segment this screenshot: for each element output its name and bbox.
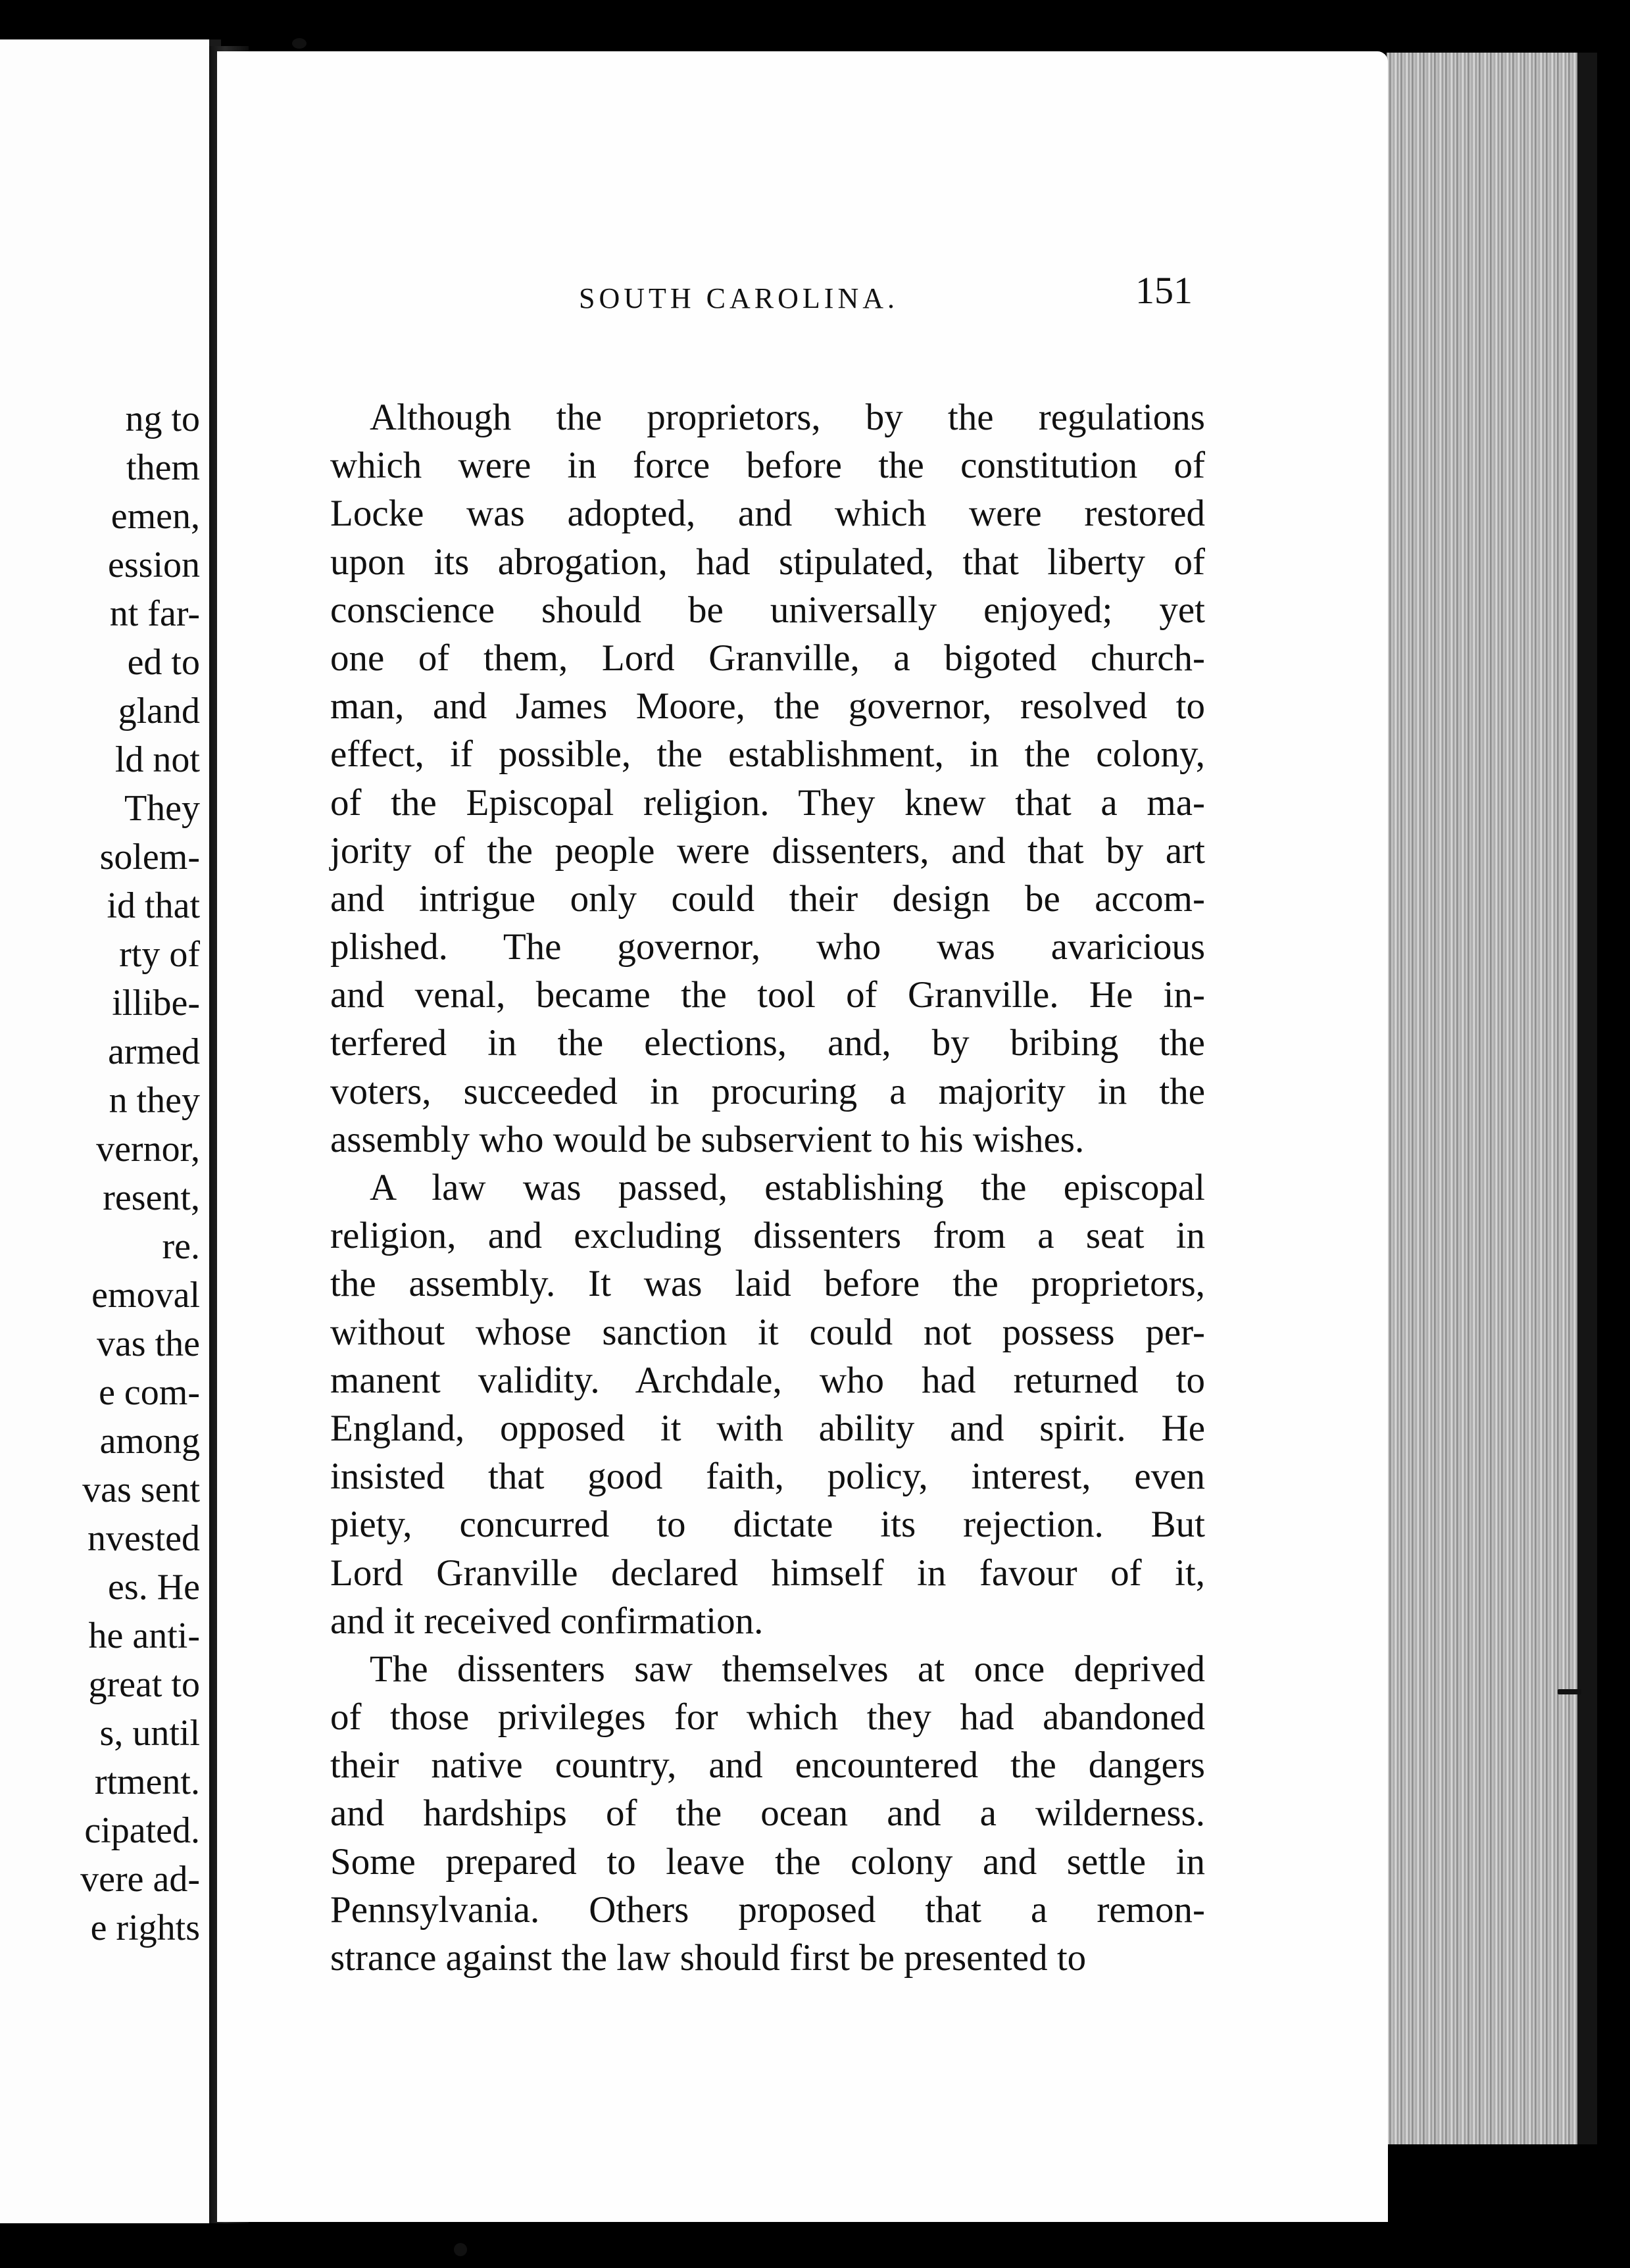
text-line: and hardships of the ocean and a wilderness. [330, 1792, 1205, 1835]
left-page-line: e rights [90, 1908, 200, 1948]
left-page-line: resent, [103, 1177, 200, 1218]
text-line: Pennsylvania. Others proposed that a remon- [330, 1888, 1205, 1931]
body-text [330, 393, 1205, 1982]
left-page-line: gland [118, 691, 200, 731]
text-line: Locke was adopted, and which were restored [330, 493, 1205, 535]
left-page-line: nvested [87, 1518, 200, 1559]
text-line: and it received confirmation. [330, 1600, 764, 1642]
left-page-line: ng to [125, 399, 200, 439]
left-page-line: nt far- [109, 593, 200, 634]
scan-speck [1558, 1689, 1581, 1694]
left-page-line: vas the [96, 1323, 200, 1364]
text-line: insisted that good faith, policy, interest, even [330, 1456, 1205, 1498]
left-page-line: he anti- [88, 1615, 200, 1656]
text-line: man, and James Moore, the governor, resolved to [330, 685, 1205, 727]
text-line: England, opposed it with ability and spirit. He [330, 1407, 1205, 1449]
left-page-line: e com- [99, 1372, 200, 1413]
left-page-line: great to [88, 1664, 200, 1705]
left-page-line: among [99, 1421, 200, 1462]
paragraph [330, 1645, 1205, 1982]
text-line: of the Episcopal religion. They knew that a ma- [330, 781, 1205, 824]
left-page-line: rtment. [94, 1762, 200, 1802]
left-page-line: vas sent [82, 1469, 200, 1510]
left-page-line: emoval [91, 1275, 200, 1316]
left-page-line: ed to [127, 642, 200, 683]
text-line: Some prepared to leave the colony and settle in [330, 1840, 1205, 1883]
left-page-line: They [124, 788, 200, 829]
left-page-line: vere ad- [80, 1859, 200, 1900]
scan-speck [292, 38, 307, 49]
left-page-line: vernor, [96, 1129, 200, 1170]
paragraph [330, 1164, 1205, 1645]
main-page [217, 51, 1388, 2222]
text-line: effect, if possible, the establishment, in the colony, [330, 733, 1205, 776]
paragraph [330, 393, 1205, 1164]
left-page-line: them [126, 447, 200, 488]
running-head: SOUTH CAROLINA. [579, 282, 899, 314]
text-line: plished. The governor, who was avaricious [330, 926, 1205, 968]
left-page-line: armed [108, 1031, 200, 1072]
text-line: upon its abrogation, had stipulated, that liberty of [330, 541, 1205, 583]
text-line: A law was passed, establishing the episcopal [370, 1167, 1205, 1208]
text-line: conscience should be universally enjoyed; yet [330, 589, 1205, 631]
text-line: Lord Granville declared himself in favour of it, [330, 1552, 1205, 1594]
text-line: the assembly. It was laid before the proprietors, [330, 1263, 1205, 1305]
text-line: one of them, Lord Granville, a bigoted church- [330, 637, 1205, 679]
text-line: their native country, and encountered the dangers [330, 1744, 1205, 1787]
left-page-line: s, until [99, 1713, 200, 1754]
left-facing-page [0, 39, 221, 2223]
text-line: terfered in the elections, and, by bribing the [330, 1022, 1205, 1064]
text-line: assembly who would be subservient to his wishes. [330, 1118, 1085, 1160]
page-stack-edge [1387, 53, 1597, 2144]
text-line: and venal, became the tool of Granville. He in- [330, 974, 1205, 1016]
left-page-line: es. He [108, 1567, 200, 1608]
left-page-line: rty of [119, 934, 200, 975]
left-page-text [80, 395, 200, 1952]
left-page-line: id that [107, 885, 200, 926]
page-header [217, 268, 1388, 321]
text-line: The dissenters saw themselves at once deprived [370, 1648, 1205, 1690]
text-line: religion, and excluding dissenters from a seat in [330, 1215, 1205, 1257]
text-line: voters, succeeded in procuring a majority in the [330, 1070, 1205, 1112]
left-page-line: ession [108, 545, 200, 585]
text-line: which were in force before the constitution of [330, 445, 1205, 487]
left-page-line: cipated. [84, 1810, 200, 1851]
left-page-line: solem- [99, 837, 200, 877]
text-line: and intrigue only could their design be accom- [330, 877, 1205, 920]
text-line: of those privileges for which they had abandoned [330, 1696, 1205, 1738]
text-line: strance against the law should first be presented to [330, 1937, 1087, 1979]
page-number: 151 [1135, 269, 1193, 312]
left-page-line: ld not [114, 739, 200, 780]
left-page-line: re. [162, 1226, 200, 1267]
text-line: jority of the people were dissenters, and that by art [330, 829, 1205, 872]
text-line: piety, concurred to dictate its rejection. But [330, 1504, 1205, 1546]
text-line: Although the proprietors, by the regulations [370, 397, 1205, 438]
left-page-line: n they [109, 1080, 200, 1121]
left-page-line: illibe- [112, 983, 200, 1023]
left-page-line: emen, [111, 496, 200, 537]
text-line: manent validity. Archdale, who had returned to [330, 1359, 1205, 1401]
scan-speck [454, 2243, 467, 2256]
text-line: without whose sanction it could not possess per- [330, 1311, 1205, 1353]
